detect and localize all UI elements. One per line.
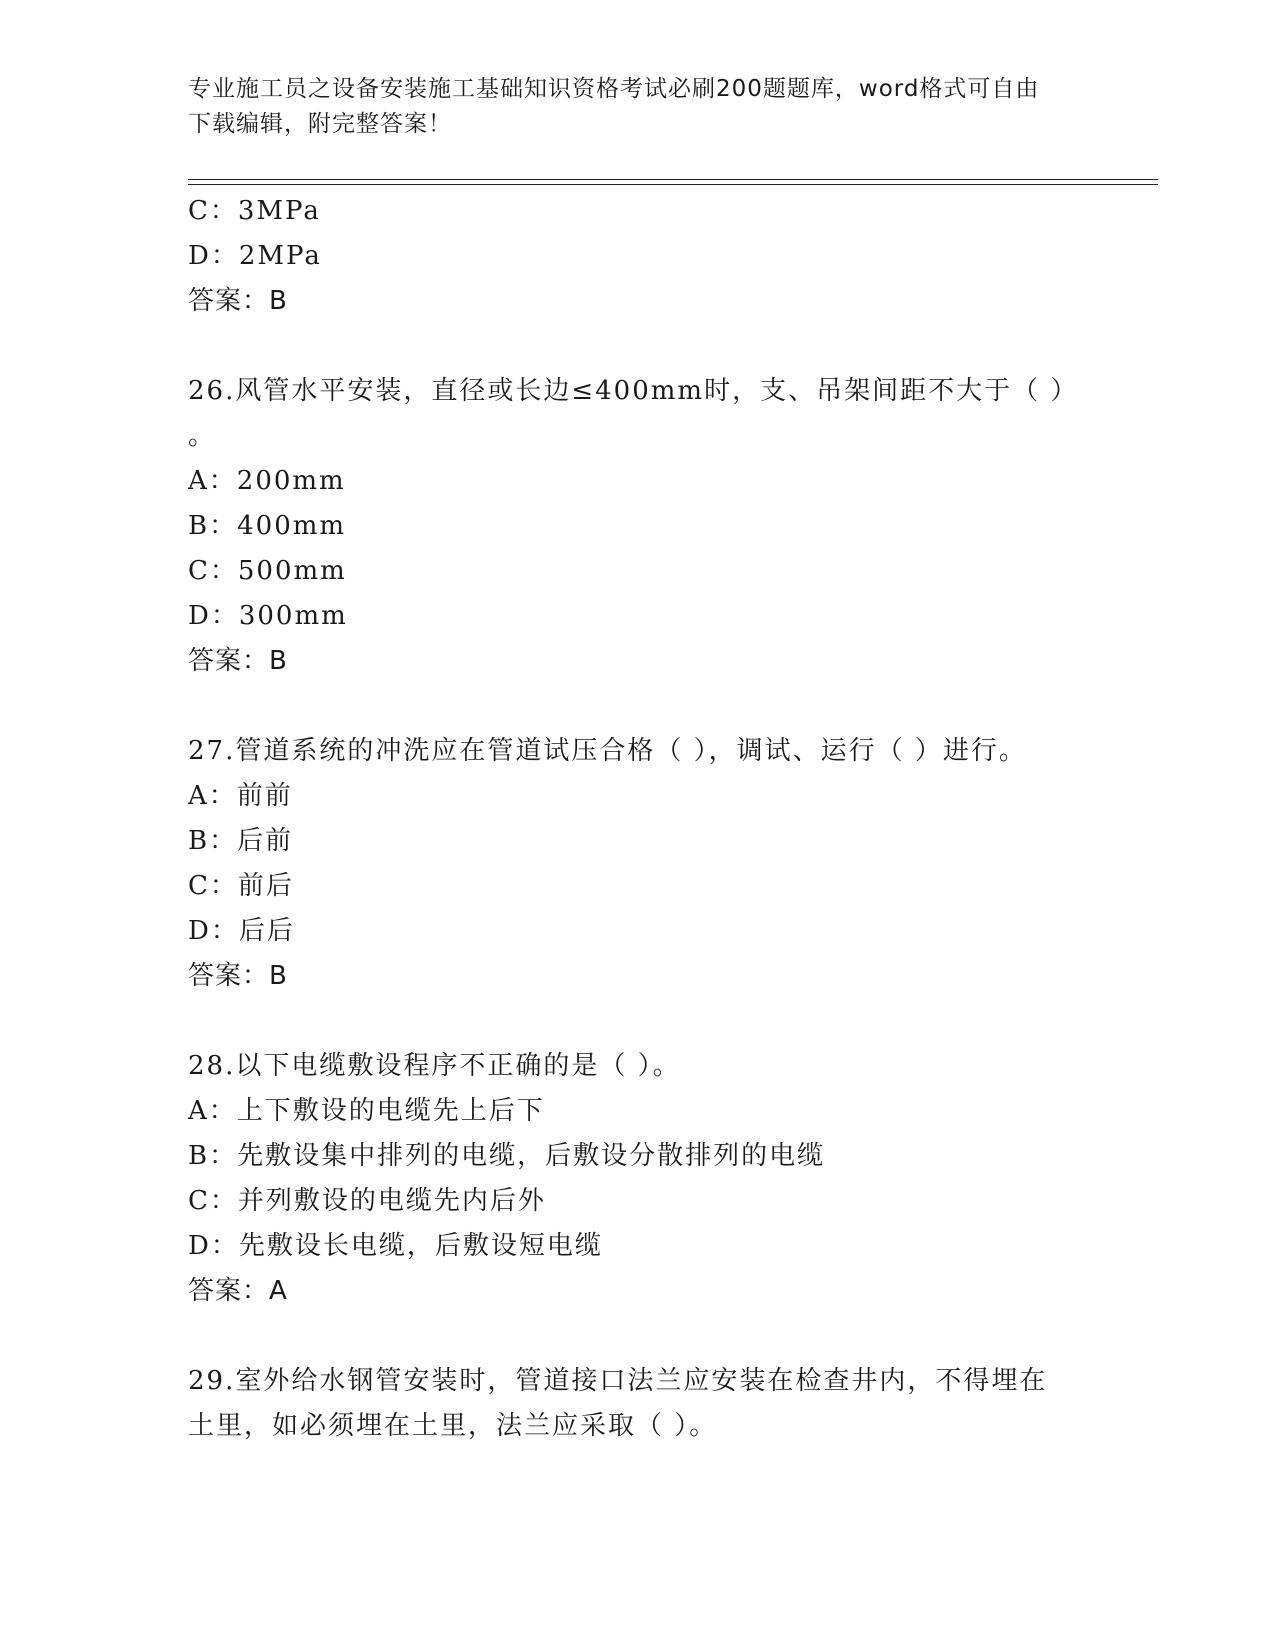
header-divider-top xyxy=(188,179,1158,180)
q26-stem-line-2: 。 xyxy=(188,421,217,451)
q28-option-c: C：并列敷设的电缆先内后外 xyxy=(188,1186,546,1216)
q26-option-b: B：400mm xyxy=(188,511,347,541)
page-header xyxy=(188,72,1088,142)
q29-stem-line-2: 土里，如必须埋在土里，法兰应采取（ ）。 xyxy=(188,1411,718,1441)
q26-answer: 答案：B xyxy=(188,646,288,676)
q28-answer: 答案：A xyxy=(188,1276,288,1306)
q27-option-c: C：前后 xyxy=(188,871,294,901)
q25-answer: 答案：B xyxy=(188,286,288,316)
q27-option-b: B：后前 xyxy=(188,826,294,856)
q26-option-c: C：500mm xyxy=(188,556,347,586)
q29-stem-line-1: 29.室外给水钢管安装时，管道接口法兰应安装在检查井内，不得埋在 xyxy=(188,1366,1048,1396)
q26-stem-line-1: 26.风管水平安装，直径或长边≤400mm时，支、吊架间距不大于（ ） xyxy=(188,376,1079,406)
q26-option-a: A：200mm xyxy=(188,466,346,496)
q28-option-d: D：先敷设长电缆，后敷设短电缆 xyxy=(188,1231,603,1261)
header-divider-bottom xyxy=(188,184,1158,185)
q28-option-a: A：上下敷设的电缆先上后下 xyxy=(188,1096,545,1126)
q27-option-a: A：前前 xyxy=(188,781,293,811)
q27-option-d: D：后后 xyxy=(188,916,295,946)
q25-option-c: C：3MPa xyxy=(188,196,321,226)
q25-option-d: D：2MPa xyxy=(188,241,322,271)
q28-option-b: B：先敷设集中排列的电缆，后敷设分散排列的电缆 xyxy=(188,1141,826,1171)
q28-stem: 28.以下电缆敷设程序不正确的是（ ）。 xyxy=(188,1051,681,1081)
q27-stem: 27.管道系统的冲洗应在管道试压合格（ ），调试、运行（ ）进行。 xyxy=(188,736,1027,766)
header-line-1: 专业施工员之设备安装施工基础知识资格考试必刷200题题库，word格式可自由 xyxy=(188,76,1040,102)
q27-answer: 答案：B xyxy=(188,961,288,991)
q26-option-d: D：300mm xyxy=(188,601,348,631)
header-line-2: 下载编辑，附完整答案！ xyxy=(188,111,452,137)
